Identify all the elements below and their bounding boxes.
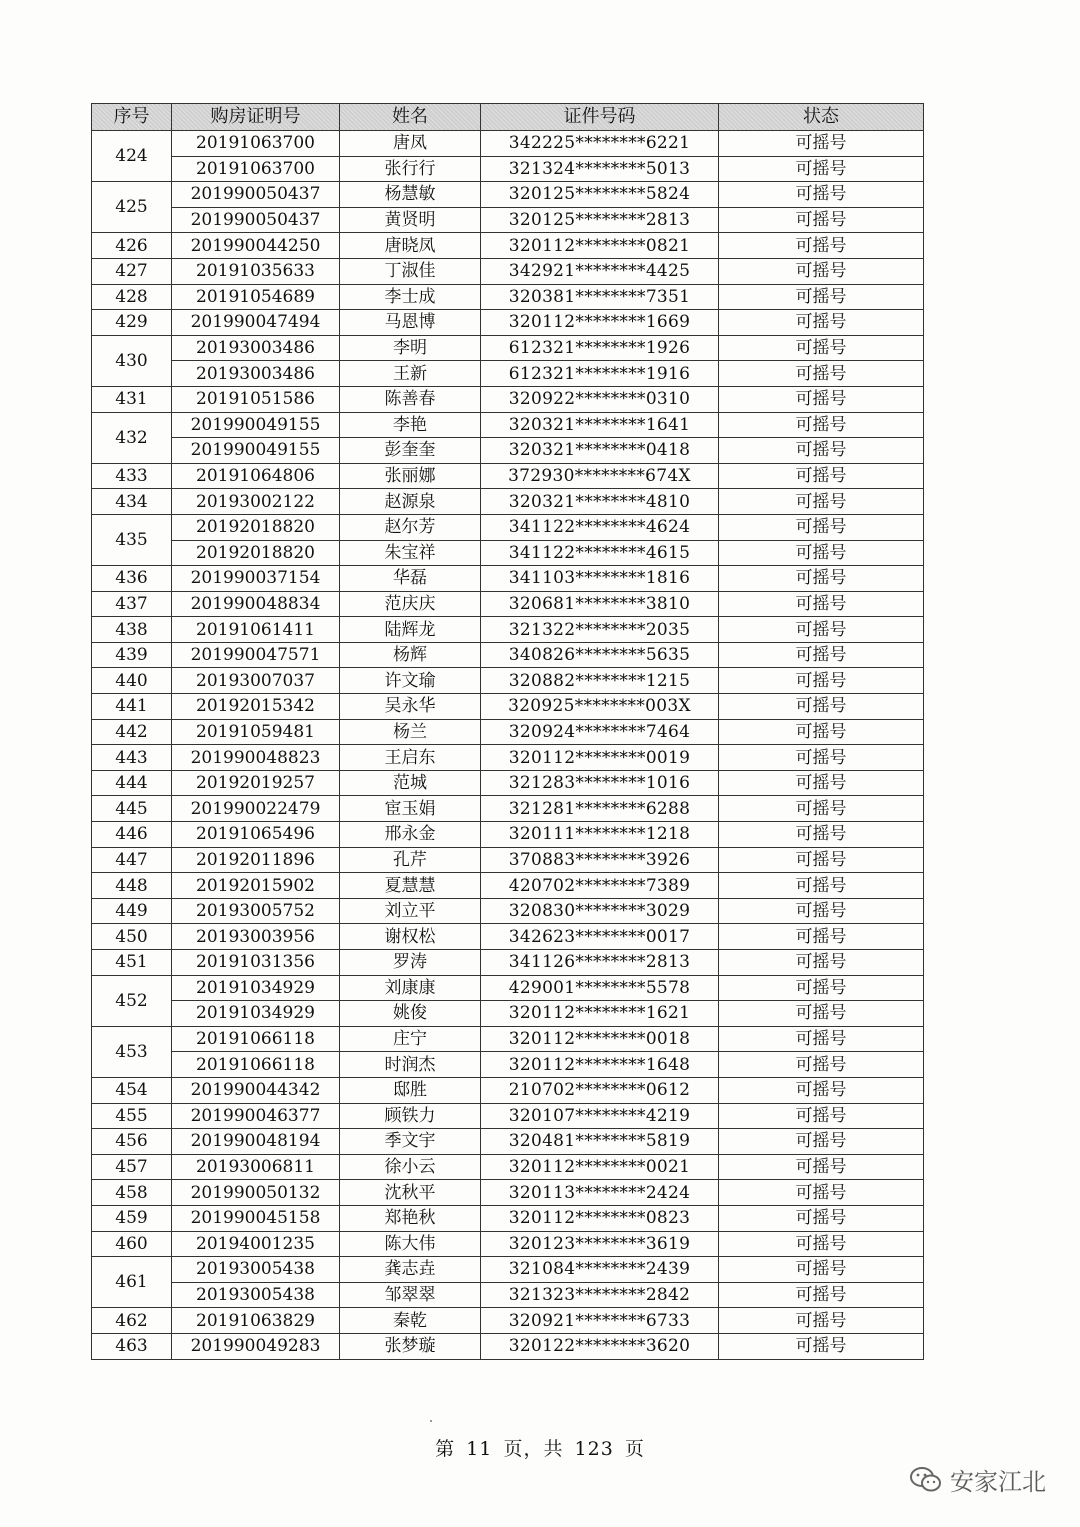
name-cell: 张梦璇 [340, 1333, 481, 1359]
account-watermark [910, 1462, 1046, 1497]
name-cell: 李明 [340, 335, 481, 361]
id-number-cell: 372930********674X [481, 463, 719, 489]
serial-number-cell: 462 [92, 1308, 172, 1334]
name-cell: 杨辉 [340, 642, 481, 668]
serial-number-cell: 454 [92, 1077, 172, 1103]
status-cell: 可摇号 [719, 489, 924, 515]
serial-number-cell: 455 [92, 1103, 172, 1129]
certificate-number-cell: 20191061411 [172, 617, 340, 643]
table-row [92, 1257, 924, 1283]
serial-number-cell: 460 [92, 1231, 172, 1257]
certificate-number-cell: 201990049155 [172, 412, 340, 438]
table-row [92, 1333, 924, 1359]
id-number-cell: 320321********0418 [481, 438, 719, 464]
name-cell: 许文瑜 [340, 668, 481, 694]
id-number-cell: 320921********6733 [481, 1308, 719, 1334]
status-cell: 可摇号 [719, 1103, 924, 1129]
table-row [92, 233, 924, 259]
table-row [92, 694, 924, 720]
serial-number-cell: 450 [92, 924, 172, 950]
name-cell: 黄贤明 [340, 207, 481, 233]
status-cell: 可摇号 [719, 182, 924, 208]
status-cell: 可摇号 [719, 258, 924, 284]
id-number-cell: 320922********0310 [481, 386, 719, 412]
certificate-number-cell: 201990044342 [172, 1077, 340, 1103]
serial-number-cell: 430 [92, 335, 172, 386]
table-row [92, 258, 924, 284]
certificate-number-cell: 20193005438 [172, 1282, 340, 1308]
table-row [92, 1205, 924, 1231]
id-number-cell: 320113********2424 [481, 1180, 719, 1206]
id-number-cell: 320925********003X [481, 694, 719, 720]
id-number-cell: 320681********3810 [481, 591, 719, 617]
table-header-row [92, 104, 924, 131]
id-number-cell: 320112********0021 [481, 1154, 719, 1180]
serial-number-cell: 445 [92, 796, 172, 822]
certificate-number-cell: 20191066118 [172, 1052, 340, 1078]
status-cell: 可摇号 [719, 566, 924, 592]
table-row [92, 642, 924, 668]
table-row [92, 438, 924, 464]
certificate-number-cell: 20192015902 [172, 873, 340, 899]
certificate-number-cell: 20193002122 [172, 489, 340, 515]
name-cell: 范庆庆 [340, 591, 481, 617]
status-cell: 可摇号 [719, 822, 924, 848]
certificate-number-cell: 20192011896 [172, 847, 340, 873]
id-number-cell: 320321********1641 [481, 412, 719, 438]
certificate-number-cell: 201990049155 [172, 438, 340, 464]
certificate-number-cell: 20191035633 [172, 258, 340, 284]
status-cell: 可摇号 [719, 847, 924, 873]
certificate-number-cell: 20191065496 [172, 822, 340, 848]
table-row [92, 770, 924, 796]
status-cell: 可摇号 [719, 1257, 924, 1283]
id-number-cell: 320381********7351 [481, 284, 719, 310]
status-cell: 可摇号 [719, 642, 924, 668]
id-number-cell: 320125********2813 [481, 207, 719, 233]
serial-number-cell: 431 [92, 386, 172, 412]
id-number-cell: 320111********1218 [481, 822, 719, 848]
table-row [92, 284, 924, 310]
serial-number-cell: 448 [92, 873, 172, 899]
certificate-number-cell: 20191066118 [172, 1026, 340, 1052]
serial-number-cell: 444 [92, 770, 172, 796]
name-cell: 杨慧敏 [340, 182, 481, 208]
table-row [92, 847, 924, 873]
table-row [92, 1154, 924, 1180]
id-number-cell: 320112********1669 [481, 310, 719, 336]
name-cell: 时润杰 [340, 1052, 481, 1078]
serial-number-cell: 429 [92, 310, 172, 336]
certificate-number-cell: 201990047494 [172, 310, 340, 336]
table-row [92, 1026, 924, 1052]
name-cell: 陈大伟 [340, 1231, 481, 1257]
serial-number-cell: 432 [92, 412, 172, 463]
certificate-number-cell: 201990048823 [172, 745, 340, 771]
table-row [92, 540, 924, 566]
certificate-number-cell: 201990050437 [172, 182, 340, 208]
status-cell: 可摇号 [719, 540, 924, 566]
table-row [92, 1231, 924, 1257]
id-number-cell: 320107********4219 [481, 1103, 719, 1129]
name-cell: 陆辉龙 [340, 617, 481, 643]
id-number-cell: 341126********2813 [481, 950, 719, 976]
status-cell: 可摇号 [719, 950, 924, 976]
serial-number-cell: 426 [92, 233, 172, 259]
name-cell: 邢永金 [340, 822, 481, 848]
id-number-cell: 321283********1016 [481, 770, 719, 796]
status-cell: 可摇号 [719, 591, 924, 617]
id-number-cell: 320830********3029 [481, 898, 719, 924]
table-row [92, 950, 924, 976]
name-cell: 丁淑佳 [340, 258, 481, 284]
name-cell: 唐凤 [340, 131, 481, 157]
table-row [92, 489, 924, 515]
certificate-number-cell: 201990037154 [172, 566, 340, 592]
name-cell: 刘立平 [340, 898, 481, 924]
certificate-number-cell: 20192018820 [172, 540, 340, 566]
name-cell: 庄宁 [340, 1026, 481, 1052]
certificate-number-cell: 20191034929 [172, 1001, 340, 1027]
table-row [92, 745, 924, 771]
footer-suffix: 页 [624, 1438, 645, 1460]
name-cell: 彭奎奎 [340, 438, 481, 464]
status-cell: 可摇号 [719, 463, 924, 489]
name-cell: 夏慧慧 [340, 873, 481, 899]
serial-number-cell: 434 [92, 489, 172, 515]
status-cell: 可摇号 [719, 386, 924, 412]
id-number-cell: 612321********1916 [481, 361, 719, 387]
name-cell: 张行行 [340, 156, 481, 182]
table-row [92, 131, 924, 157]
status-cell: 可摇号 [719, 233, 924, 259]
status-cell: 可摇号 [719, 412, 924, 438]
serial-number-cell: 463 [92, 1333, 172, 1359]
certificate-number-cell: 20191051586 [172, 386, 340, 412]
status-cell: 可摇号 [719, 796, 924, 822]
id-number-cell: 342225********6221 [481, 131, 719, 157]
name-cell: 刘康康 [340, 975, 481, 1001]
serial-number-cell: 438 [92, 617, 172, 643]
table-row [92, 335, 924, 361]
name-cell: 罗涛 [340, 950, 481, 976]
id-number-cell: 341103********1816 [481, 566, 719, 592]
name-cell: 王新 [340, 361, 481, 387]
table-row [92, 1001, 924, 1027]
name-cell: 徐小云 [340, 1154, 481, 1180]
table-row [92, 310, 924, 336]
name-cell: 杨兰 [340, 719, 481, 745]
header-name: 姓名 [340, 104, 481, 131]
table-row [92, 207, 924, 233]
id-number-cell: 320112********0019 [481, 745, 719, 771]
certificate-number-cell: 20192019257 [172, 770, 340, 796]
status-cell: 可摇号 [719, 1052, 924, 1078]
serial-number-cell: 443 [92, 745, 172, 771]
name-cell: 李士成 [340, 284, 481, 310]
table-row [92, 796, 924, 822]
name-cell: 龚志垚 [340, 1257, 481, 1283]
status-cell: 可摇号 [719, 1180, 924, 1206]
status-cell: 可摇号 [719, 310, 924, 336]
name-cell: 谢权松 [340, 924, 481, 950]
name-cell: 吴永华 [340, 694, 481, 720]
id-number-cell: 320321********4810 [481, 489, 719, 515]
status-cell: 可摇号 [719, 1154, 924, 1180]
id-number-cell: 321322********2035 [481, 617, 719, 643]
id-number-cell: 320481********5819 [481, 1129, 719, 1155]
status-cell: 可摇号 [719, 514, 924, 540]
id-number-cell: 210702********0612 [481, 1077, 719, 1103]
name-cell: 张丽娜 [340, 463, 481, 489]
status-cell: 可摇号 [719, 770, 924, 796]
table-row [92, 1103, 924, 1129]
status-cell: 可摇号 [719, 694, 924, 720]
header-serial-number: 序号 [92, 104, 172, 131]
table-row [92, 668, 924, 694]
status-cell: 可摇号 [719, 898, 924, 924]
table-row [92, 898, 924, 924]
status-cell: 可摇号 [719, 361, 924, 387]
certificate-number-cell: 20193003486 [172, 361, 340, 387]
name-cell: 朱宝祥 [340, 540, 481, 566]
name-cell: 邸胜 [340, 1077, 481, 1103]
serial-number-cell: 427 [92, 258, 172, 284]
id-number-cell: 320924********7464 [481, 719, 719, 745]
certificate-number-cell: 20191059481 [172, 719, 340, 745]
footer-middle: 页，共 [503, 1438, 564, 1460]
status-cell: 可摇号 [719, 207, 924, 233]
status-cell: 可摇号 [719, 924, 924, 950]
certificate-number-cell: 20193003486 [172, 335, 340, 361]
id-number-cell: 341122********4615 [481, 540, 719, 566]
serial-number-cell: 425 [92, 182, 172, 233]
status-cell: 可摇号 [719, 1129, 924, 1155]
table-row [92, 566, 924, 592]
certificate-number-cell: 201990022479 [172, 796, 340, 822]
name-cell: 赵源泉 [340, 489, 481, 515]
status-cell: 可摇号 [719, 668, 924, 694]
table-row [92, 412, 924, 438]
name-cell: 郑艳秋 [340, 1205, 481, 1231]
id-number-cell: 320112********0018 [481, 1026, 719, 1052]
table-row [92, 873, 924, 899]
table-row [92, 156, 924, 182]
certificate-number-cell: 201990047571 [172, 642, 340, 668]
certificate-number-cell: 20191034929 [172, 975, 340, 1001]
serial-number-cell: 452 [92, 975, 172, 1026]
certificate-number-cell: 20193005752 [172, 898, 340, 924]
table-row [92, 591, 924, 617]
status-cell: 可摇号 [719, 438, 924, 464]
certificate-number-cell: 20191054689 [172, 284, 340, 310]
certificate-number-cell: 20191063700 [172, 156, 340, 182]
status-cell: 可摇号 [719, 284, 924, 310]
serial-number-cell: 439 [92, 642, 172, 668]
certificate-number-cell: 201990050132 [172, 1180, 340, 1206]
page-footer [0, 1434, 1080, 1461]
certificate-number-cell: 20193003956 [172, 924, 340, 950]
wechat-icon [910, 1466, 942, 1494]
id-number-cell: 420702********7389 [481, 873, 719, 899]
certificate-number-cell: 201990050437 [172, 207, 340, 233]
id-number-cell: 612321********1926 [481, 335, 719, 361]
serial-number-cell: 435 [92, 514, 172, 565]
certificate-number-cell: 20191031356 [172, 950, 340, 976]
status-cell: 可摇号 [719, 1001, 924, 1027]
serial-number-cell: 436 [92, 566, 172, 592]
table-row [92, 386, 924, 412]
table-row [92, 719, 924, 745]
id-number-cell: 321281********6288 [481, 796, 719, 822]
name-cell: 顾铁力 [340, 1103, 481, 1129]
table-row [92, 1052, 924, 1078]
status-cell: 可摇号 [719, 156, 924, 182]
name-cell: 马恩博 [340, 310, 481, 336]
serial-number-cell: 451 [92, 950, 172, 976]
id-number-cell: 321323********2842 [481, 1282, 719, 1308]
footer-prefix: 第 [435, 1438, 456, 1460]
id-number-cell: 320123********3619 [481, 1231, 719, 1257]
name-cell: 唐晓凤 [340, 233, 481, 259]
name-cell: 季文宇 [340, 1129, 481, 1155]
serial-number-cell: 446 [92, 822, 172, 848]
table-row [92, 361, 924, 387]
status-cell: 可摇号 [719, 1205, 924, 1231]
table-row [92, 463, 924, 489]
name-cell: 邹翠翠 [340, 1282, 481, 1308]
serial-number-cell: 453 [92, 1026, 172, 1077]
certificate-number-cell: 20194001235 [172, 1231, 340, 1257]
id-number-cell: 320882********1215 [481, 668, 719, 694]
name-cell: 孔芹 [340, 847, 481, 873]
id-number-cell: 320125********5824 [481, 182, 719, 208]
table-row [92, 1308, 924, 1334]
certificate-number-cell: 20192018820 [172, 514, 340, 540]
footer-total-pages: 123 [574, 1438, 614, 1460]
serial-number-cell: 442 [92, 719, 172, 745]
table-row [92, 1129, 924, 1155]
serial-number-cell: 428 [92, 284, 172, 310]
id-number-cell: 321084********2439 [481, 1257, 719, 1283]
serial-number-cell: 461 [92, 1257, 172, 1308]
status-cell: 可摇号 [719, 335, 924, 361]
certificate-number-cell: 20193006811 [172, 1154, 340, 1180]
id-number-cell: 429001********5578 [481, 975, 719, 1001]
table-row [92, 1282, 924, 1308]
status-cell: 可摇号 [719, 1282, 924, 1308]
name-cell: 秦乾 [340, 1308, 481, 1334]
footer-page-number: 11 [466, 1438, 493, 1460]
serial-number-cell: 458 [92, 1180, 172, 1206]
id-number-cell: 320112********0821 [481, 233, 719, 259]
id-number-cell: 320112********0823 [481, 1205, 719, 1231]
name-cell: 范城 [340, 770, 481, 796]
certificate-number-cell: 20193007037 [172, 668, 340, 694]
name-cell: 陈善春 [340, 386, 481, 412]
status-cell: 可摇号 [719, 1231, 924, 1257]
id-number-cell: 340826********5635 [481, 642, 719, 668]
certificate-number-cell: 201990048194 [172, 1129, 340, 1155]
id-number-cell: 321324********5013 [481, 156, 719, 182]
name-cell: 李艳 [340, 412, 481, 438]
status-cell: 可摇号 [719, 617, 924, 643]
serial-number-cell: 441 [92, 694, 172, 720]
status-cell: 可摇号 [719, 745, 924, 771]
id-number-cell: 320112********1621 [481, 1001, 719, 1027]
id-number-cell: 341122********4624 [481, 514, 719, 540]
status-cell: 可摇号 [719, 1308, 924, 1334]
header-id-number: 证件号码 [481, 104, 719, 131]
table-body [92, 131, 924, 1360]
name-cell: 沈秋平 [340, 1180, 481, 1206]
serial-number-cell: 459 [92, 1205, 172, 1231]
table-row [92, 822, 924, 848]
status-cell: 可摇号 [719, 131, 924, 157]
certificate-number-cell: 20191063700 [172, 131, 340, 157]
table-row [92, 1180, 924, 1206]
status-cell: 可摇号 [719, 1077, 924, 1103]
certificate-number-cell: 20193005438 [172, 1257, 340, 1283]
header-purchase-certificate-number: 购房证明号 [172, 104, 340, 131]
certificate-number-cell: 201990049283 [172, 1333, 340, 1359]
certificate-number-cell: 201990048834 [172, 591, 340, 617]
certificate-number-cell: 20191063829 [172, 1308, 340, 1334]
status-cell: 可摇号 [719, 873, 924, 899]
id-number-cell: 370883********3926 [481, 847, 719, 873]
certificate-number-cell: 20192015342 [172, 694, 340, 720]
serial-number-cell: 457 [92, 1154, 172, 1180]
status-cell: 可摇号 [719, 1026, 924, 1052]
serial-number-cell: 456 [92, 1129, 172, 1155]
table-row [92, 975, 924, 1001]
status-cell: 可摇号 [719, 1333, 924, 1359]
certificate-number-cell: 201990046377 [172, 1103, 340, 1129]
serial-number-cell: 449 [92, 898, 172, 924]
lottery-eligibility-table [91, 103, 924, 1360]
name-cell: 王启东 [340, 745, 481, 771]
serial-number-cell: 424 [92, 131, 172, 182]
name-cell: 宦玉娟 [340, 796, 481, 822]
name-cell: 赵尔芳 [340, 514, 481, 540]
name-cell: 姚俊 [340, 1001, 481, 1027]
id-number-cell: 320112********1648 [481, 1052, 719, 1078]
id-number-cell: 342921********4425 [481, 258, 719, 284]
serial-number-cell: 440 [92, 668, 172, 694]
serial-number-cell: 433 [92, 463, 172, 489]
table-row [92, 617, 924, 643]
serial-number-cell: 437 [92, 591, 172, 617]
watermark-text: 安家江北 [950, 1468, 1046, 1496]
certificate-number-cell: 201990045158 [172, 1205, 340, 1231]
header-status: 状态 [719, 104, 924, 131]
id-number-cell: 320122********3620 [481, 1333, 719, 1359]
name-cell: 华磊 [340, 566, 481, 592]
certificate-number-cell: 20191064806 [172, 463, 340, 489]
table-row [92, 1077, 924, 1103]
table-row [92, 924, 924, 950]
id-number-cell: 342623********0017 [481, 924, 719, 950]
table-row [92, 514, 924, 540]
serial-number-cell: 447 [92, 847, 172, 873]
table-row [92, 182, 924, 208]
status-cell: 可摇号 [719, 975, 924, 1001]
scan-speck [430, 1420, 432, 1422]
certificate-number-cell: 201990044250 [172, 233, 340, 259]
status-cell: 可摇号 [719, 719, 924, 745]
